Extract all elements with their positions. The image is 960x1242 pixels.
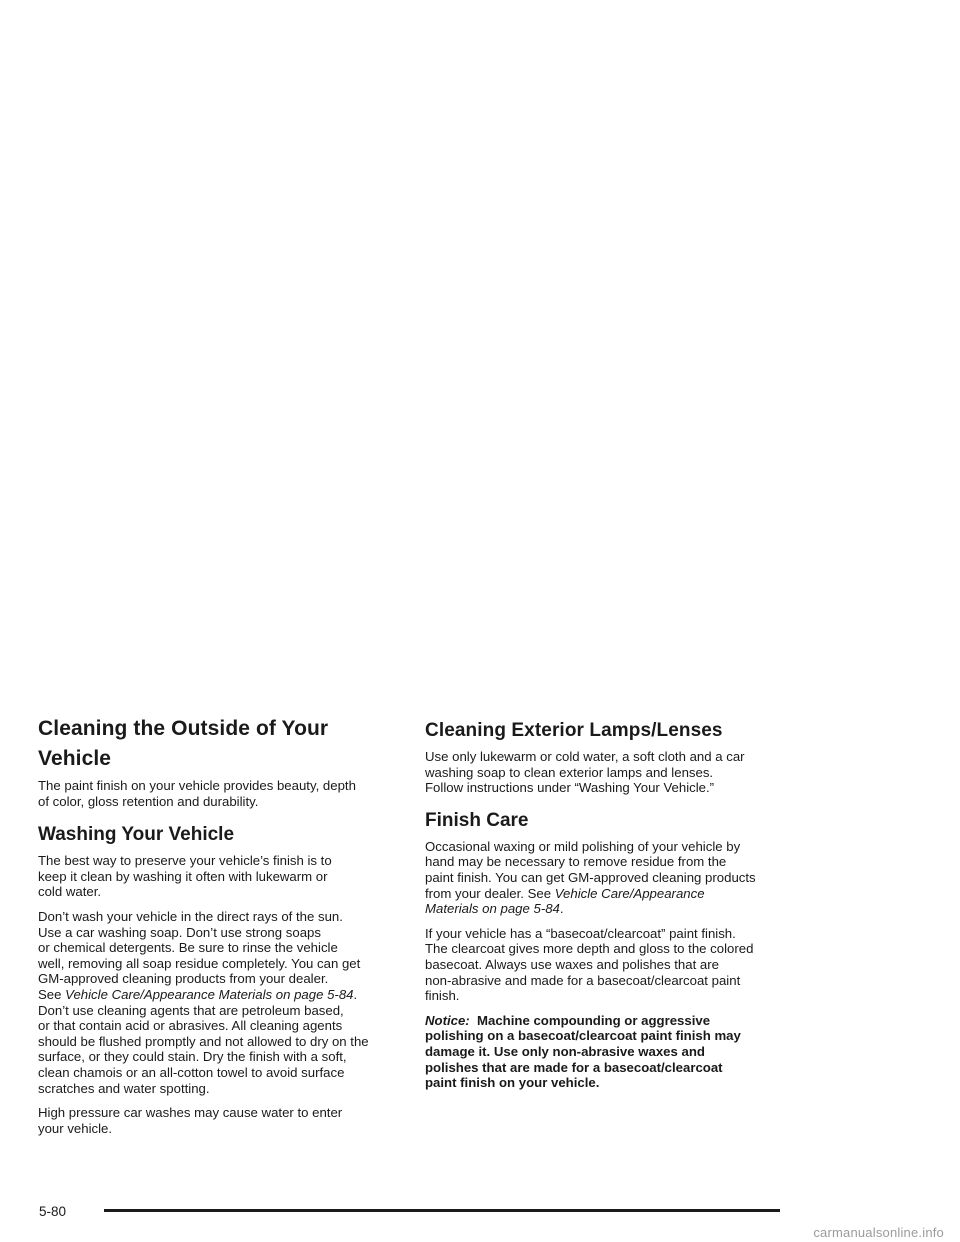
notice-text: damage it. Use only non-abrasive waxes and: [425, 1043, 705, 1059]
lamps-heading: Cleaning Exterior Lamps/Lenses: [425, 720, 723, 741]
text-line: [38, 987, 398, 1003]
cross-reference-link[interactable]: Vehicle Care/Appearance: [554, 885, 705, 901]
text-line: clean chamois or an all-cotton towel to avoid surface: [38, 1064, 345, 1080]
notice-label: Notice:: [425, 1012, 470, 1028]
text-line: Don’t wash your vehicle in the direct rays of the sun.: [38, 908, 343, 924]
text-line: Use only lukewarm or cold water, a soft cloth and a car: [425, 749, 745, 764]
text-line: The paint finish on your vehicle provides beauty, depth: [38, 778, 356, 793]
see-prefix: See: [38, 986, 66, 1002]
page-number: 5-80: [39, 1204, 67, 1219]
notice-block: [425, 1013, 800, 1091]
washing-paragraph: [38, 1105, 398, 1136]
text-line: scratches and water spotting.: [38, 1080, 210, 1096]
see-prefix: from your dealer. See: [425, 885, 555, 901]
text-line: cold water.: [38, 884, 102, 900]
page-title-line: Vehicle: [38, 747, 112, 770]
punctuation: .: [353, 986, 358, 1002]
watermark: carmanualsonline.info: [813, 1225, 944, 1240]
text-line: well, removing all soap residue completely. You can get: [38, 955, 361, 971]
text-line: If your vehicle has a “basecoat/clearcoat” paint finish.: [425, 925, 736, 941]
text-line: The best way to preserve your vehicle’s finish is to: [38, 853, 332, 869]
washing-paragraph: [38, 909, 398, 1096]
finish-paragraph: [425, 839, 800, 917]
washing-heading: Washing Your Vehicle: [38, 824, 235, 846]
page-title: [38, 714, 398, 774]
text-line: The clearcoat gives more depth and gloss to the colored: [425, 941, 754, 957]
cross-reference-link[interactable]: Vehicle Care/Appearance Materials on page 5-84: [65, 986, 354, 1002]
notice-text: paint finish on your vehicle.: [425, 1075, 600, 1091]
text-line: GM-approved cleaning products from your dealer.: [38, 971, 329, 987]
text-line: surface, or they could stain. Dry the finish with a soft,: [38, 1049, 347, 1065]
text-line: finish.: [425, 988, 460, 1004]
text-line: paint finish. You can get GM-approved cleaning products: [425, 869, 756, 885]
text-line: [425, 886, 800, 902]
text-line: your vehicle.: [38, 1120, 113, 1136]
finish-care-heading: Finish Care: [425, 809, 529, 831]
left-column: [38, 714, 398, 1145]
text-line: Use a car washing soap. Don’t use strong soaps: [38, 924, 321, 940]
page-title-line: Cleaning the Outside of Your: [38, 717, 329, 740]
washing-paragraph: [38, 853, 398, 900]
text-line: Follow instructions under “Washing Your Vehicle.”: [425, 780, 715, 796]
text-line: [425, 901, 800, 917]
lamps-paragraph: [425, 749, 800, 796]
footer-divider: [104, 1209, 780, 1212]
text-line: Don’t use cleaning agents that are petroleum based,: [38, 1002, 344, 1018]
notice-text: polishes that are made for a basecoat/clearcoat: [425, 1059, 723, 1075]
text-line: washing soap to clean exterior lamps and lenses.: [425, 764, 714, 780]
text-line: non-abrasive and made for a basecoat/clearcoat paint: [425, 972, 741, 988]
text-line: keep it clean by washing it often with lukewarm or: [38, 868, 328, 884]
notice-text: Machine compounding or aggressive: [477, 1012, 711, 1028]
finish-paragraph: [425, 926, 800, 1004]
punctuation: .: [559, 901, 564, 917]
text-line: hand may be necessary to remove residue from the: [425, 854, 727, 870]
text-line: [425, 1013, 800, 1029]
notice-text: polishing on a basecoat/clearcoat paint finish may: [425, 1028, 741, 1044]
text-line: or chemical detergents. Be sure to rinse the vehicle: [38, 940, 338, 956]
text-line: Occasional waxing or mild polishing of your vehicle by: [425, 838, 741, 854]
text-line: High pressure car washes may cause water to enter: [38, 1105, 343, 1121]
intro-paragraph: [38, 778, 398, 809]
text-line: should be flushed promptly and not allowed to dry on the: [38, 1033, 369, 1049]
text-line: basecoat. Always use waxes and polishes that are: [425, 956, 719, 972]
cross-reference-link[interactable]: Materials on page 5-84: [425, 901, 560, 917]
text-line: of color, gloss retention and durability.: [38, 793, 259, 809]
right-column: [425, 714, 800, 1100]
text-line: or that contain acid or abrasives. All cleaning agents: [38, 1018, 343, 1034]
